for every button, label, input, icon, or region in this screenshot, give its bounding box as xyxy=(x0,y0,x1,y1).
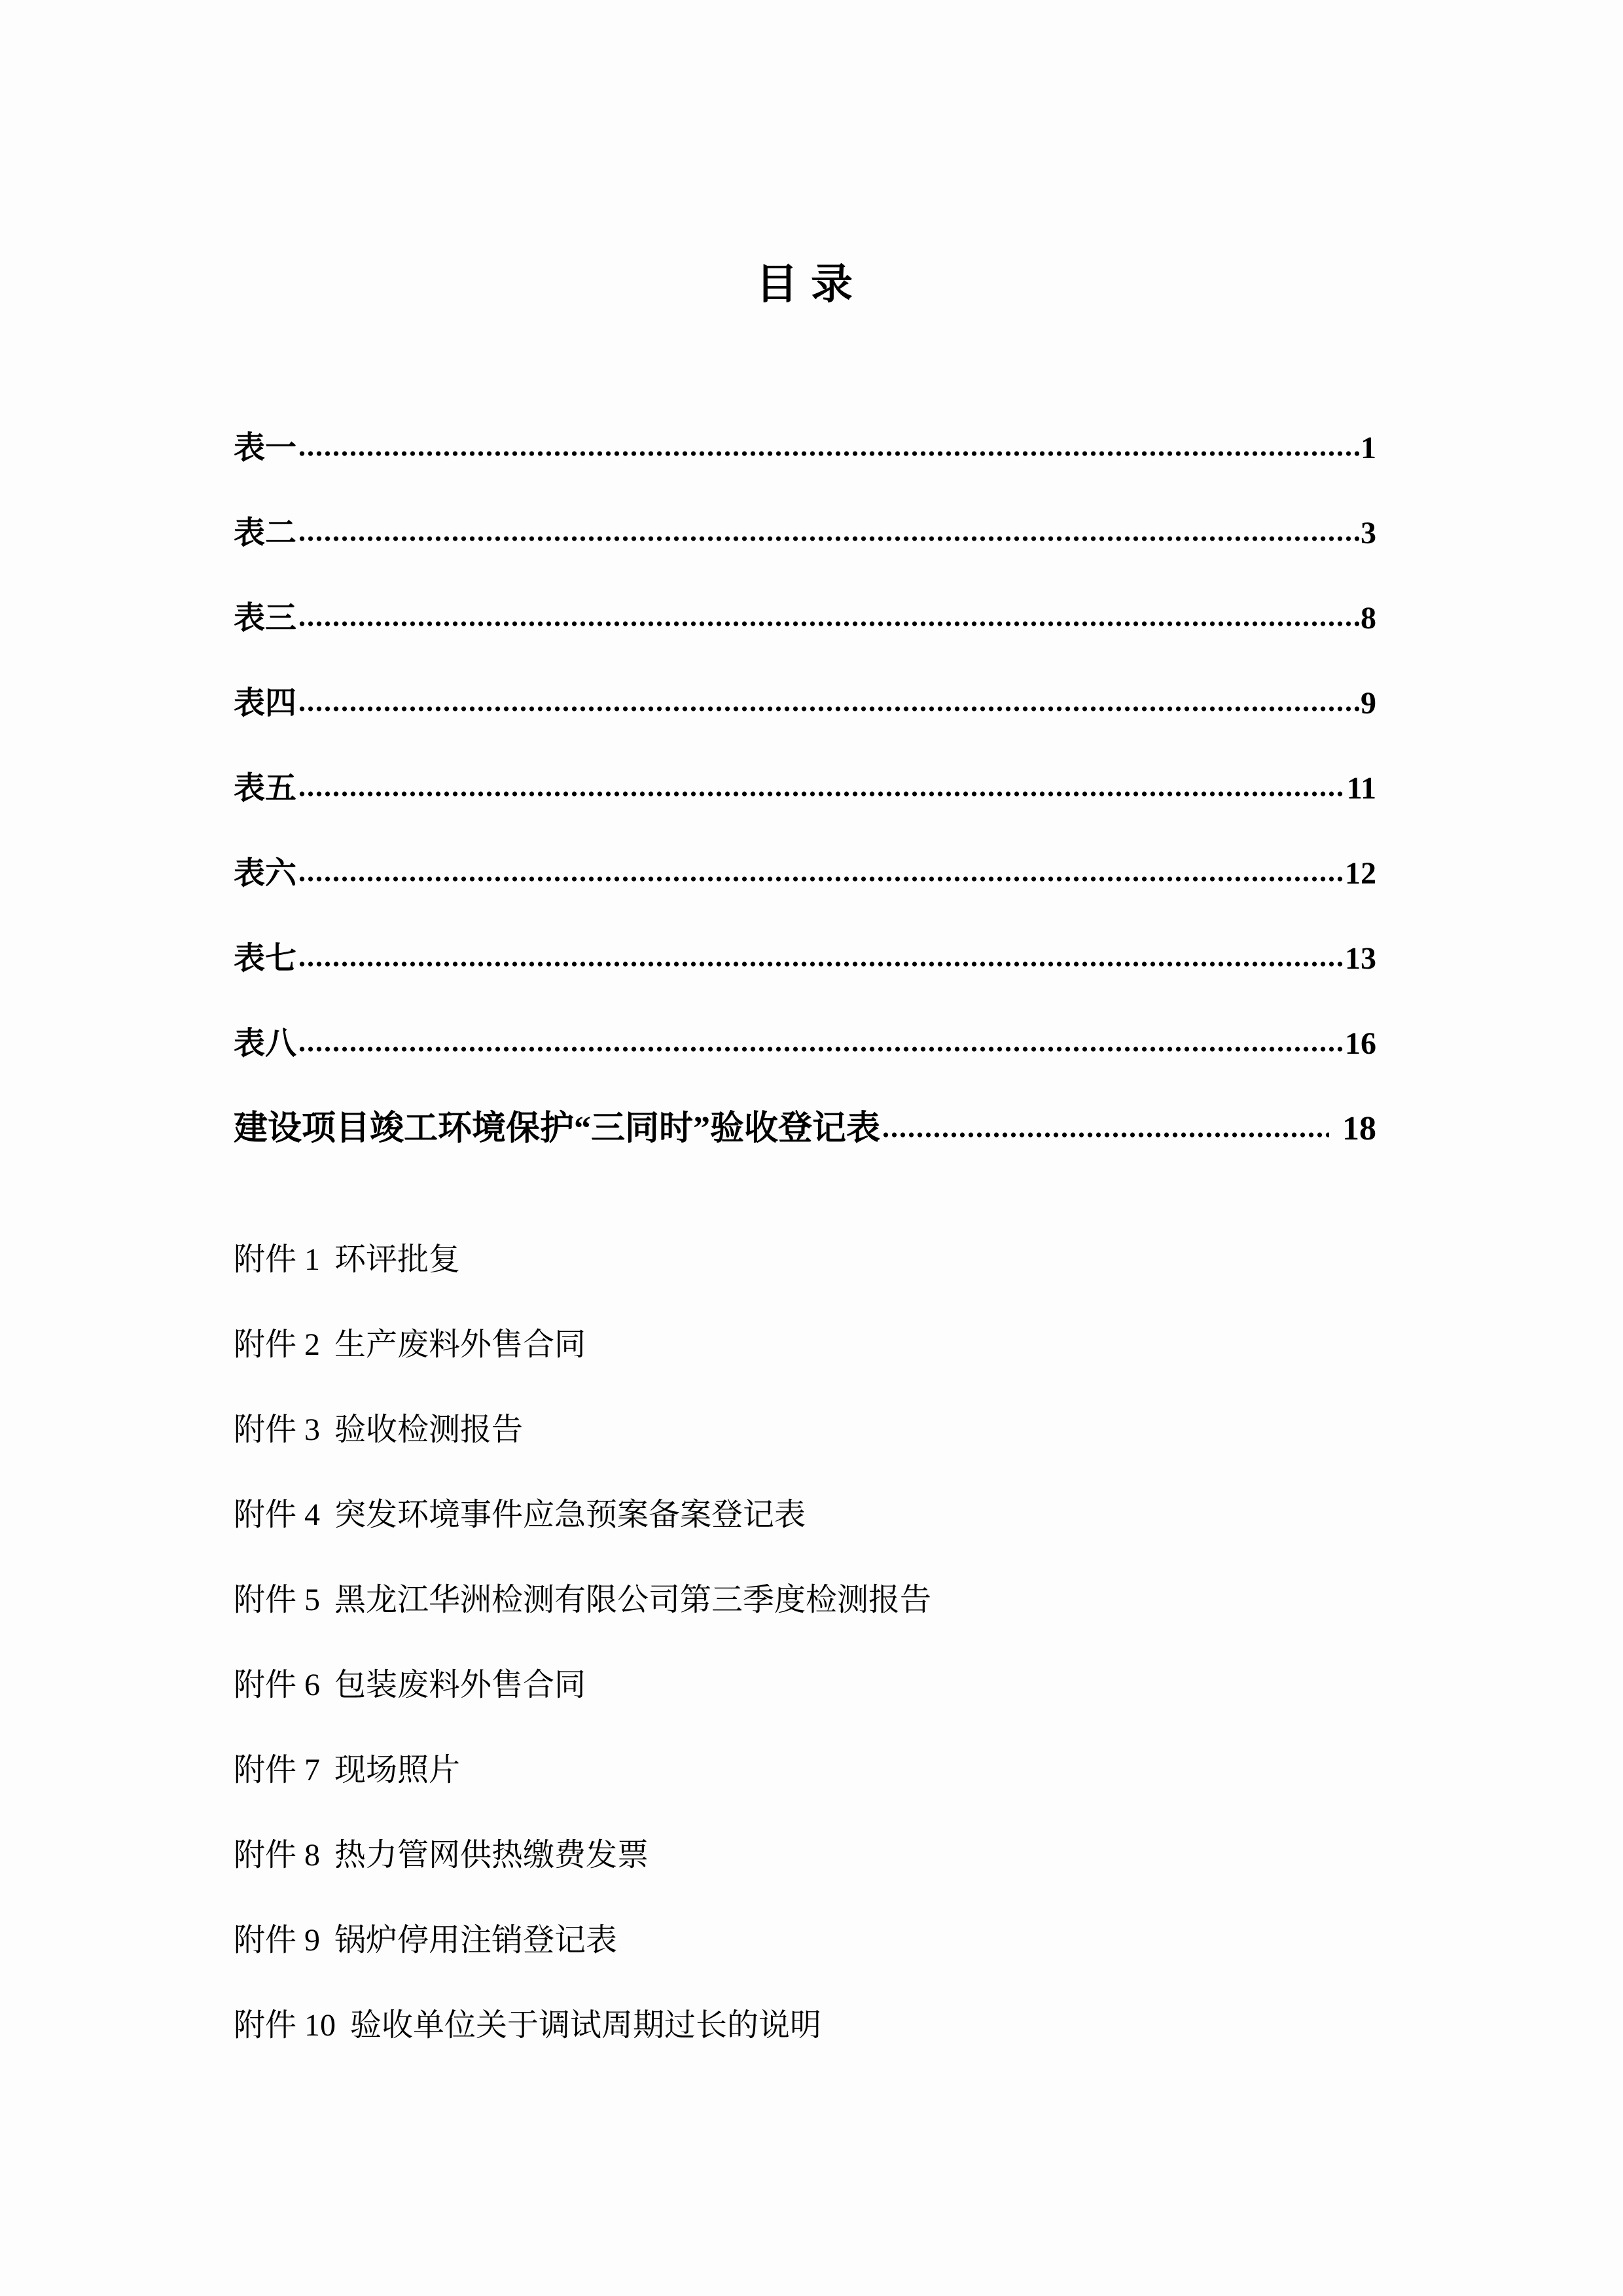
attachment-label: 附件 3 xyxy=(234,1412,321,1447)
toc-entry-page: 13 xyxy=(1345,941,1376,976)
toc-entry xyxy=(234,916,1376,1001)
toc-entry xyxy=(234,491,1376,576)
attachment-label: 附件 8 xyxy=(234,1838,321,1873)
attachment-title: 突发环境事件应急预案备案登记表 xyxy=(334,1498,806,1532)
toc-entry-label: 表二 xyxy=(234,516,297,550)
toc-entry-page: 9 xyxy=(1361,686,1376,721)
toc-entry-registration-form xyxy=(234,1086,1376,1172)
attachment-item xyxy=(234,1473,1376,1558)
attachment-item xyxy=(234,1388,1376,1473)
attachment-label: 附件 5 xyxy=(234,1583,321,1617)
attachment-title: 验收单位关于调试周期过长的说明 xyxy=(350,2008,822,2043)
dot-leader xyxy=(298,619,1359,628)
toc-entry-label: 表七 xyxy=(234,941,297,976)
attachment-label: 附件 7 xyxy=(234,1753,321,1787)
toc-entry-label: 表一 xyxy=(234,431,297,465)
table-of-contents xyxy=(234,406,1376,1172)
attachment-item xyxy=(234,1898,1376,1983)
dot-leader xyxy=(882,1130,1329,1139)
toc-entry-page: 1 xyxy=(1361,431,1376,465)
dot-leader xyxy=(298,449,1359,458)
attachment-title: 验收检测报告 xyxy=(334,1412,524,1447)
attachment-item xyxy=(234,1643,1376,1728)
toc-entry-label: 表三 xyxy=(234,601,297,636)
toc-entry xyxy=(234,661,1376,746)
dot-leader xyxy=(298,960,1344,969)
attachment-label: 附件 9 xyxy=(234,1923,321,1958)
toc-entry-label: 表五 xyxy=(234,771,297,806)
attachment-title: 黑龙江华洲检测有限公司第三季度检测报告 xyxy=(334,1583,932,1617)
attachment-item xyxy=(234,1728,1376,1813)
attachment-title: 热力管网供热缴费发票 xyxy=(334,1838,649,1873)
toc-entry xyxy=(234,1001,1376,1086)
dot-leader xyxy=(298,789,1346,798)
attachment-title: 现场照片 xyxy=(334,1753,461,1787)
attachment-item xyxy=(234,1813,1376,1898)
attachment-item xyxy=(234,1302,1376,1388)
toc-entry-page: 8 xyxy=(1361,601,1376,636)
toc-entry xyxy=(234,831,1376,916)
attachment-item xyxy=(234,1558,1376,1643)
toc-entry-label: 表四 xyxy=(234,686,297,721)
attachment-title: 生产废料外售合同 xyxy=(334,1327,586,1362)
attachment-item xyxy=(234,1983,1376,2068)
attachment-title: 锅炉停用注销登记表 xyxy=(334,1923,618,1958)
dot-leader xyxy=(298,1045,1344,1054)
toc-entry-label: 表八 xyxy=(234,1026,297,1061)
toc-entry-label: 表六 xyxy=(234,856,297,891)
page-title: 目 录 xyxy=(756,261,854,308)
attachment-list xyxy=(234,1217,1376,2068)
attachment-label: 附件 4 xyxy=(234,1498,321,1532)
toc-entry xyxy=(234,576,1376,661)
attachment-label: 附件 2 xyxy=(234,1327,321,1362)
dot-leader xyxy=(298,534,1359,543)
toc-entry-page: 12 xyxy=(1345,856,1376,891)
page-content xyxy=(234,262,1376,2068)
attachment-item xyxy=(234,1217,1376,1302)
toc-entry-label: 建设项目竣工环境保护“三同时”验收登记表 xyxy=(234,1110,881,1147)
toc-entry-page: 18 xyxy=(1342,1110,1376,1147)
toc-entry-page: 16 xyxy=(1345,1026,1376,1061)
toc-entry xyxy=(234,406,1376,491)
toc-entry-page: 3 xyxy=(1361,516,1376,550)
attachment-title: 包装废料外售合同 xyxy=(334,1668,586,1702)
toc-entry-page: 11 xyxy=(1346,771,1376,806)
toc-entry xyxy=(234,746,1376,831)
dot-leader xyxy=(298,704,1359,713)
attachment-label: 附件 10 xyxy=(234,2008,336,2043)
attachment-label: 附件 1 xyxy=(234,1242,321,1277)
dot-leader xyxy=(298,874,1344,884)
attachment-title: 环评批复 xyxy=(334,1242,461,1277)
attachment-label: 附件 6 xyxy=(234,1668,321,1702)
